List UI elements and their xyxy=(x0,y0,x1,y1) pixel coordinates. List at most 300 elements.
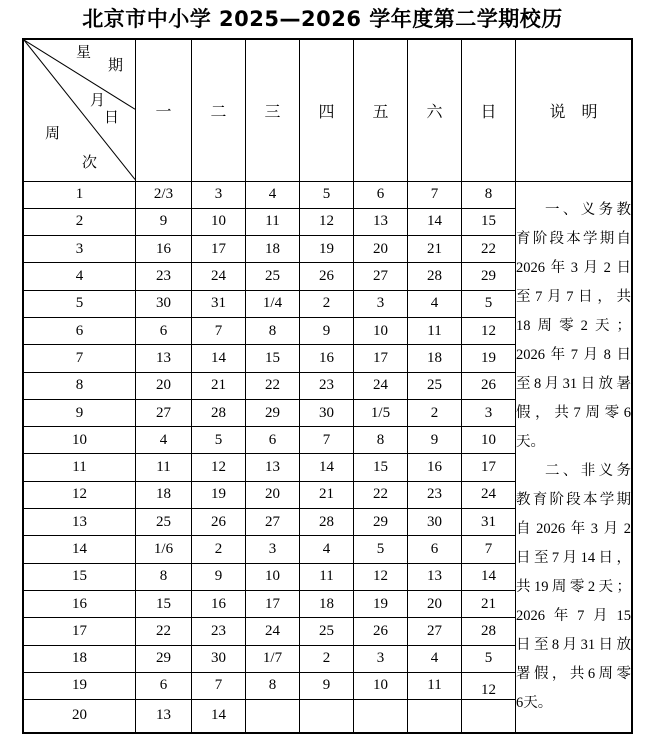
date-cell xyxy=(354,454,408,481)
date-value: 24 xyxy=(481,486,496,503)
date-cell xyxy=(354,427,408,454)
date-cell xyxy=(462,345,516,372)
date-value: 22 xyxy=(373,486,388,503)
date-value: 13 xyxy=(265,459,280,476)
date-cell xyxy=(136,454,192,481)
date-value: 26 xyxy=(481,377,496,394)
date-value: 19 xyxy=(373,595,388,612)
date-cell xyxy=(462,454,516,481)
date-value: 10 xyxy=(481,431,496,448)
date-cell xyxy=(192,509,246,536)
date-value: 10 xyxy=(211,213,226,230)
date-cell xyxy=(192,590,246,617)
date-cell xyxy=(192,317,246,344)
date-cell xyxy=(462,399,516,426)
corner-label-weekday-char2: 期 xyxy=(108,58,124,74)
date-value: 17 xyxy=(265,595,280,612)
date-cell xyxy=(192,345,246,372)
date-value: 26 xyxy=(211,513,226,530)
date-value: 29 xyxy=(373,513,388,530)
week-number-cell: 8 xyxy=(23,372,136,399)
date-value: 2 xyxy=(322,650,331,667)
date-value: 11 xyxy=(319,568,334,585)
note-line: 一、义务教 xyxy=(545,201,631,218)
calendar-body xyxy=(23,181,632,733)
note-line: 18周零2天； xyxy=(516,317,631,334)
date-cell xyxy=(136,399,192,426)
date-value: 25 xyxy=(156,513,171,530)
week-number-cell: 6 xyxy=(23,317,136,344)
date-cell xyxy=(354,181,408,208)
date-value: 7 xyxy=(430,186,439,203)
date-value: 28 xyxy=(211,404,226,421)
date-value: 6 xyxy=(159,677,168,694)
date-value: 22 xyxy=(481,240,496,257)
date-cell xyxy=(354,645,408,672)
date-value: 9 xyxy=(214,568,223,585)
note-line: 天。 xyxy=(516,433,545,450)
date-cell xyxy=(354,236,408,263)
date-value: 15 xyxy=(373,459,388,476)
date-cell xyxy=(192,700,246,733)
date-cell xyxy=(246,481,300,508)
date-value: 10 xyxy=(373,677,388,694)
date-cell xyxy=(246,208,300,235)
week-number-cell: 3 xyxy=(23,236,136,263)
date-cell xyxy=(462,263,516,290)
date-cell xyxy=(300,618,354,645)
date-cell xyxy=(136,345,192,372)
date-value: 5 xyxy=(214,431,223,448)
date-value: 16 xyxy=(427,459,442,476)
date-cell xyxy=(408,290,462,317)
date-value: 16 xyxy=(156,240,171,257)
date-value: 2/3 xyxy=(153,186,174,203)
date-cell xyxy=(300,481,354,508)
date-value: 22 xyxy=(156,622,171,639)
date-cell xyxy=(408,427,462,454)
date-value: 8 xyxy=(484,186,493,203)
date-cell xyxy=(246,236,300,263)
day-header-sunday: 日 xyxy=(462,39,516,181)
date-cell xyxy=(462,590,516,617)
date-cell xyxy=(408,236,462,263)
date-cell xyxy=(408,208,462,235)
date-value: 8 xyxy=(376,431,385,448)
week-number-cell: 5 xyxy=(23,290,136,317)
date-value: 13 xyxy=(373,213,388,230)
date-value: 3 xyxy=(376,295,385,312)
date-value: 6 xyxy=(159,322,168,339)
week-number-cell: 4 xyxy=(23,263,136,290)
date-cell xyxy=(462,236,516,263)
date-cell xyxy=(300,181,354,208)
date-value: 14 xyxy=(211,707,226,724)
date-cell xyxy=(192,563,246,590)
date-cell xyxy=(354,563,408,590)
date-value: 10 xyxy=(373,322,388,339)
week-number-cell: 10 xyxy=(23,427,136,454)
date-value: 28 xyxy=(481,622,496,639)
date-value: 3 xyxy=(268,541,277,557)
date-cell xyxy=(300,672,354,699)
date-value: 15 xyxy=(156,595,171,612)
date-value: 14 xyxy=(211,349,226,366)
date-cell xyxy=(192,263,246,290)
date-value: 7 xyxy=(214,677,223,694)
corner-label-monthday-char1: 月 xyxy=(90,93,106,109)
day-header-tuesday: 二 xyxy=(192,39,246,181)
date-cell xyxy=(246,290,300,317)
date-value: 17 xyxy=(481,459,496,476)
date-cell xyxy=(192,645,246,672)
date-cell xyxy=(300,208,354,235)
date-cell xyxy=(192,454,246,481)
date-value: 25 xyxy=(319,622,334,639)
week-number-cell: 16 xyxy=(23,590,136,617)
date-cell xyxy=(462,181,516,208)
date-value: 7 xyxy=(214,322,223,339)
date-value: 20 xyxy=(373,240,388,257)
week-number-cell: 15 xyxy=(23,563,136,590)
week-number-cell: 17 xyxy=(23,618,136,645)
date-cell xyxy=(300,427,354,454)
date-value: 16 xyxy=(319,349,334,366)
page-title: 北京市中小学 2025—2026 学年度第二学期校历 xyxy=(82,7,563,31)
date-value: 14 xyxy=(427,213,442,230)
date-value: 28 xyxy=(319,513,334,530)
header-row xyxy=(23,39,632,181)
date-cell xyxy=(136,700,192,733)
date-value: 18 xyxy=(265,240,280,257)
date-cell xyxy=(408,509,462,536)
corner-label-week-number-char2: 次 xyxy=(82,155,98,171)
date-value: 3 xyxy=(214,186,223,203)
date-cell xyxy=(300,509,354,536)
week-number-cell: 12 xyxy=(23,481,136,508)
date-value: 1/7 xyxy=(262,650,283,667)
date-cell xyxy=(246,509,300,536)
day-header-monday: 一 xyxy=(136,39,192,181)
date-value: 27 xyxy=(156,404,171,421)
week-row xyxy=(23,181,632,208)
date-cell xyxy=(408,317,462,344)
date-value: 17 xyxy=(373,349,388,366)
week-number-cell: 19 xyxy=(23,672,136,699)
date-cell xyxy=(300,536,354,563)
date-value: 27 xyxy=(373,268,388,285)
date-value: 15 xyxy=(265,349,280,366)
date-value: 9 xyxy=(322,677,331,694)
date-cell xyxy=(136,427,192,454)
date-cell xyxy=(300,399,354,426)
date-value: 1/4 xyxy=(262,295,283,312)
date-cell xyxy=(300,700,354,733)
week-number-cell: 14 xyxy=(23,536,136,563)
date-value: 26 xyxy=(373,622,388,639)
note-line: 育阶段本学期自 xyxy=(516,230,631,247)
date-cell xyxy=(354,263,408,290)
date-value: 8 xyxy=(159,568,168,585)
date-cell xyxy=(354,536,408,563)
date-value: 26 xyxy=(319,268,334,285)
date-value: 23 xyxy=(156,268,171,285)
date-value: 13 xyxy=(156,707,171,724)
date-cell xyxy=(408,536,462,563)
date-cell xyxy=(136,372,192,399)
date-cell xyxy=(136,263,192,290)
date-cell xyxy=(300,372,354,399)
week-number-cell: 11 xyxy=(23,454,136,481)
date-cell xyxy=(408,181,462,208)
date-value: 12 xyxy=(373,568,388,585)
date-cell xyxy=(408,563,462,590)
date-value: 2 xyxy=(214,541,223,557)
date-cell xyxy=(354,700,408,733)
date-value: 13 xyxy=(156,349,171,366)
date-cell xyxy=(192,236,246,263)
date-cell xyxy=(136,672,192,699)
date-value: 27 xyxy=(265,513,280,530)
date-cell xyxy=(192,618,246,645)
note-line: 至8月31日放暑 xyxy=(516,375,631,392)
date-cell xyxy=(462,618,516,645)
date-value: 3 xyxy=(484,404,493,421)
note-line: 署假，共6周零 xyxy=(516,665,631,682)
date-cell xyxy=(136,618,192,645)
corner-legend-cell xyxy=(23,39,136,181)
date-value: 6 xyxy=(430,541,439,557)
date-cell xyxy=(300,645,354,672)
date-cell xyxy=(246,672,300,699)
date-cell xyxy=(408,263,462,290)
date-cell xyxy=(408,645,462,672)
corner-label-monthday-char2: 日 xyxy=(104,110,120,126)
date-value: 30 xyxy=(211,650,226,667)
date-cell xyxy=(246,536,300,563)
date-value: 24 xyxy=(265,622,280,639)
date-cell xyxy=(408,481,462,508)
date-cell xyxy=(246,263,300,290)
date-value: 14 xyxy=(481,568,496,585)
date-value: 23 xyxy=(211,622,226,639)
date-value: 21 xyxy=(427,240,442,257)
date-cell xyxy=(408,590,462,617)
day-header-saturday: 六 xyxy=(408,39,462,181)
date-value: 25 xyxy=(427,377,442,394)
date-cell xyxy=(354,399,408,426)
date-value: 7 xyxy=(322,431,331,448)
date-value: 30 xyxy=(319,404,334,421)
date-value: 23 xyxy=(319,377,334,394)
date-value: 24 xyxy=(211,268,226,285)
date-value: 6 xyxy=(268,431,277,448)
date-cell xyxy=(246,618,300,645)
date-cell xyxy=(300,317,354,344)
date-value: 11 xyxy=(156,459,171,476)
date-cell xyxy=(300,563,354,590)
date-cell xyxy=(192,181,246,208)
date-value: 18 xyxy=(156,486,171,503)
date-cell xyxy=(246,700,300,733)
date-cell xyxy=(136,481,192,508)
date-cell xyxy=(300,236,354,263)
day-header-wednesday: 三 xyxy=(246,39,300,181)
date-value: 15 xyxy=(481,213,496,230)
date-value: 2 xyxy=(322,295,331,312)
date-cell xyxy=(136,536,192,563)
note-line: 自2026年3月2 xyxy=(516,520,631,537)
date-cell xyxy=(408,672,462,699)
date-value: 1/5 xyxy=(370,404,391,421)
date-value: 1/6 xyxy=(153,541,174,557)
date-cell xyxy=(354,509,408,536)
date-cell xyxy=(408,372,462,399)
date-cell xyxy=(462,509,516,536)
date-value: 12 xyxy=(211,459,226,476)
date-cell xyxy=(192,208,246,235)
date-cell xyxy=(192,536,246,563)
date-cell xyxy=(300,345,354,372)
date-value: 30 xyxy=(427,513,442,530)
date-cell xyxy=(462,645,516,672)
date-value: 22 xyxy=(265,377,280,394)
date-value: 4 xyxy=(430,650,439,667)
date-cell xyxy=(354,672,408,699)
date-value: 6 xyxy=(376,186,385,203)
date-value: 5 xyxy=(484,295,493,312)
date-cell xyxy=(246,317,300,344)
date-value: 19 xyxy=(211,486,226,503)
day-header-thursday: 四 xyxy=(300,39,354,181)
date-value: 8 xyxy=(268,322,277,339)
date-value: 20 xyxy=(156,377,171,394)
date-value: 4 xyxy=(322,541,331,557)
date-value: 12 xyxy=(481,682,496,699)
date-value: 30 xyxy=(156,295,171,312)
date-cell xyxy=(300,590,354,617)
date-value: 12 xyxy=(319,213,334,230)
date-value: 4 xyxy=(268,186,277,203)
day-header-friday: 五 xyxy=(354,39,408,181)
date-cell xyxy=(136,208,192,235)
date-cell xyxy=(192,372,246,399)
date-cell xyxy=(246,372,300,399)
date-cell xyxy=(408,399,462,426)
date-cell xyxy=(408,454,462,481)
date-value: 9 xyxy=(430,431,439,448)
date-cell xyxy=(354,590,408,617)
corner-label-weekday-char1: 星 xyxy=(76,45,92,61)
date-value: 29 xyxy=(481,268,496,285)
week-number-cell: 2 xyxy=(23,208,136,235)
date-cell xyxy=(246,563,300,590)
corner-label-week-number-char1: 周 xyxy=(45,126,61,142)
note-line: 2026年7月8日 xyxy=(516,346,631,363)
date-value: 5 xyxy=(322,186,331,203)
date-value: 13 xyxy=(427,568,442,585)
date-value: 16 xyxy=(211,595,226,612)
date-value: 11 xyxy=(265,213,280,230)
week-number-cell: 18 xyxy=(23,645,136,672)
note-line: 共19周零2天； xyxy=(516,578,631,595)
date-cell xyxy=(192,290,246,317)
date-cell xyxy=(462,672,516,699)
date-value: 5 xyxy=(484,650,493,667)
week-number-cell: 13 xyxy=(23,509,136,536)
note-line: 日至7月14日， xyxy=(516,549,631,566)
date-cell xyxy=(354,208,408,235)
date-value: 7 xyxy=(484,541,493,557)
date-cell xyxy=(136,509,192,536)
note-line: 二、非义务 xyxy=(545,462,631,479)
date-value: 25 xyxy=(265,268,280,285)
date-cell xyxy=(462,481,516,508)
date-cell xyxy=(354,481,408,508)
note-line: 至7月7日，共 xyxy=(516,288,631,305)
date-value: 5 xyxy=(376,541,385,557)
date-cell xyxy=(192,399,246,426)
notes-cell xyxy=(516,181,633,733)
date-cell xyxy=(300,454,354,481)
date-cell xyxy=(354,290,408,317)
date-value: 21 xyxy=(319,486,334,503)
date-value: 17 xyxy=(211,240,226,257)
date-cell xyxy=(136,181,192,208)
date-value: 2 xyxy=(430,404,439,421)
date-value: 11 xyxy=(427,322,442,339)
date-cell xyxy=(408,345,462,372)
date-value: 4 xyxy=(159,431,168,448)
note-line: 教育阶段本学期 xyxy=(516,491,631,508)
date-cell xyxy=(300,290,354,317)
date-cell xyxy=(246,454,300,481)
date-cell xyxy=(246,427,300,454)
note-line: 假，共7周零6 xyxy=(516,404,631,421)
date-cell xyxy=(136,317,192,344)
note-line: 2026年3月2日 xyxy=(516,259,631,276)
date-cell xyxy=(192,672,246,699)
date-value: 21 xyxy=(481,595,496,612)
date-cell xyxy=(192,427,246,454)
date-cell xyxy=(354,372,408,399)
date-cell xyxy=(136,645,192,672)
date-value: 9 xyxy=(322,322,331,339)
date-value: 24 xyxy=(373,377,388,394)
date-cell xyxy=(246,590,300,617)
date-cell xyxy=(354,618,408,645)
school-calendar-table xyxy=(22,38,633,734)
date-cell xyxy=(136,236,192,263)
date-cell xyxy=(136,590,192,617)
date-cell xyxy=(462,372,516,399)
date-cell xyxy=(354,317,408,344)
date-cell xyxy=(246,399,300,426)
date-value: 3 xyxy=(376,650,385,667)
date-cell xyxy=(462,427,516,454)
date-cell xyxy=(246,645,300,672)
date-value: 8 xyxy=(268,677,277,694)
date-cell xyxy=(462,700,516,733)
date-value: 20 xyxy=(427,595,442,612)
date-value: 11 xyxy=(427,677,442,694)
note-line: 日至8月31日放 xyxy=(516,636,631,653)
date-cell xyxy=(136,290,192,317)
date-value: 4 xyxy=(430,295,439,312)
date-value: 21 xyxy=(211,377,226,394)
week-number-cell: 9 xyxy=(23,399,136,426)
date-value: 27 xyxy=(427,622,442,639)
